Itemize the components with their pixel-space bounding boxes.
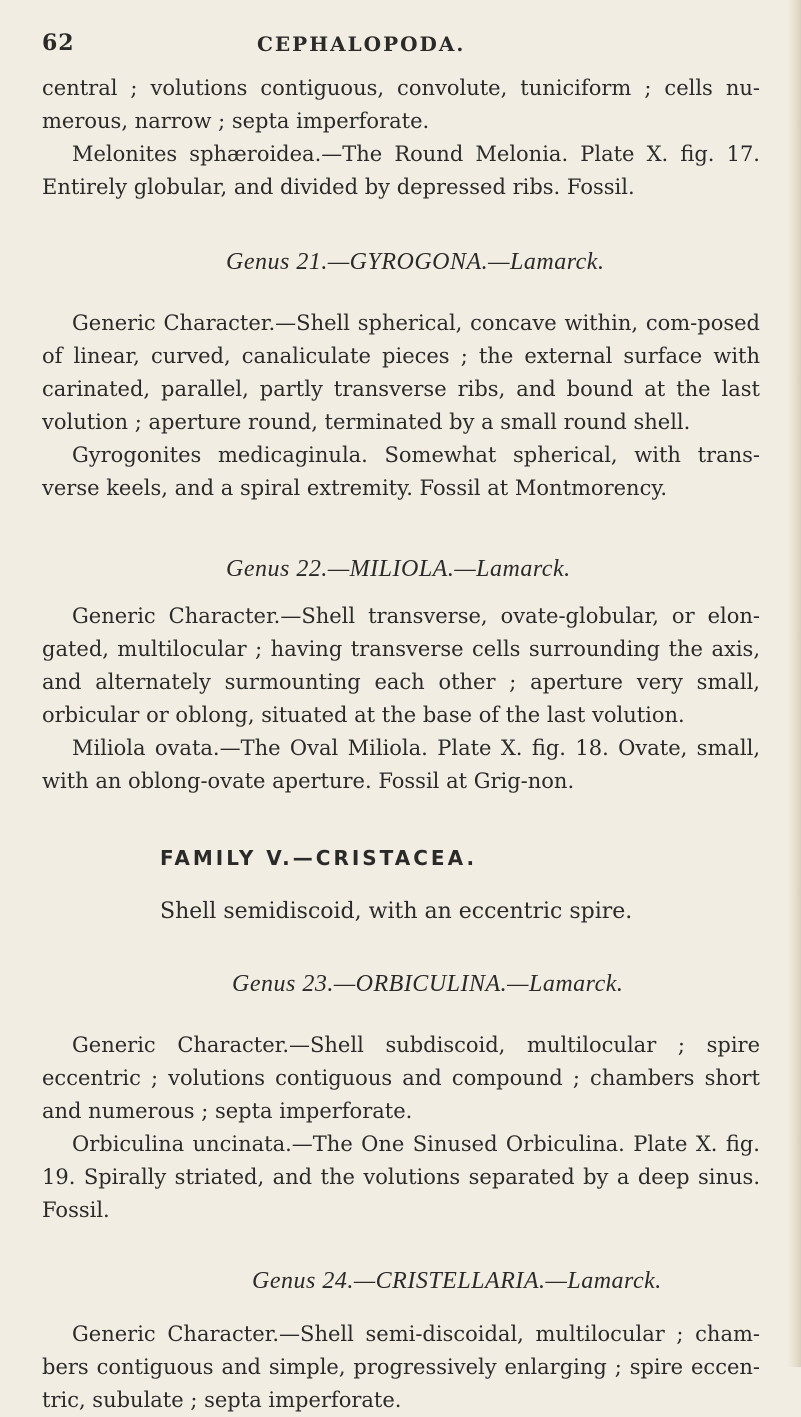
genus-heading: Genus 24.—CRISTELLARIA.—Lamarck.	[252, 1268, 662, 1294]
paragraph: central ; volutions contiguous, convolute, tuniciform ; cells nu-merous, narrow ; septa imperforate.	[42, 76, 760, 133]
species-entry: Gyrogonites medicaginula. Somewhat spherical, with trans-verse keels, and a spiral extremity. Fossil at Montmorency.	[42, 443, 760, 500]
species-entry: Orbiculina uncinata.—The One Sinused Orbiculina. Plate X. fig. 19. Spirally striated, and the volutions separated by a deep sinus. Fossil.	[42, 1132, 760, 1222]
page-number: 62	[42, 30, 75, 56]
generic-character: Generic Character.—Shell transverse, ovate-globular, or elon-gated, multilocular ; having transverse cells surrounding the axis, and alternately surmounting each other ; aperture very small, orbicular or oblong, situated at the base of the last volution.	[42, 604, 760, 727]
page-edge	[787, 0, 801, 1367]
genus-heading: Genus 23.—ORBICULINA.—Lamarck.	[232, 971, 624, 997]
species-entry: Miliola ovata.—The Oval Miliola. Plate X. fig. 18. Ovate, small, with an oblong-ovate aperture. Fossil at Grig-non.	[42, 736, 760, 793]
species-entry: Melonites sphæroidea.—The Round Melonia. Plate X. fig. 17. Entirely globular, and divided by depressed ribs. Fossil.	[42, 142, 760, 199]
generic-character: Generic Character.—Shell subdiscoid, multilocular ; spire eccentric ; volutions contiguous and compound ; chambers short and numerous ; septa imperforate.	[42, 1033, 760, 1123]
page-header	[42, 30, 762, 60]
genus-heading: Genus 21.—GYROGONA.—Lamarck.	[226, 249, 605, 275]
running-head: CEPHALOPODA.	[257, 32, 466, 56]
genus-heading: Genus 22.—MILIOLA.—Lamarck.	[226, 556, 571, 582]
generic-character: Generic Character.—Shell semi-discoidal, multilocular ; cham-bers contiguous and simple, progressively enlarging ; spire eccen-tric, subulate ; septa imperforate.	[42, 1322, 760, 1412]
page-body	[42, 72, 760, 1417]
family-description: Shell semidiscoid, with an eccentric spire.	[160, 899, 633, 924]
generic-character: Generic Character.—Shell spherical, concave within, com-posed of linear, curved, canaliculate pieces ; the external surface with carinated, parallel, partly transverse ribs, and bound at the last volution ; aperture round, terminated by a small round shell.	[42, 311, 760, 434]
family-heading: FAMILY V.—CRISTACEA.	[160, 846, 478, 870]
